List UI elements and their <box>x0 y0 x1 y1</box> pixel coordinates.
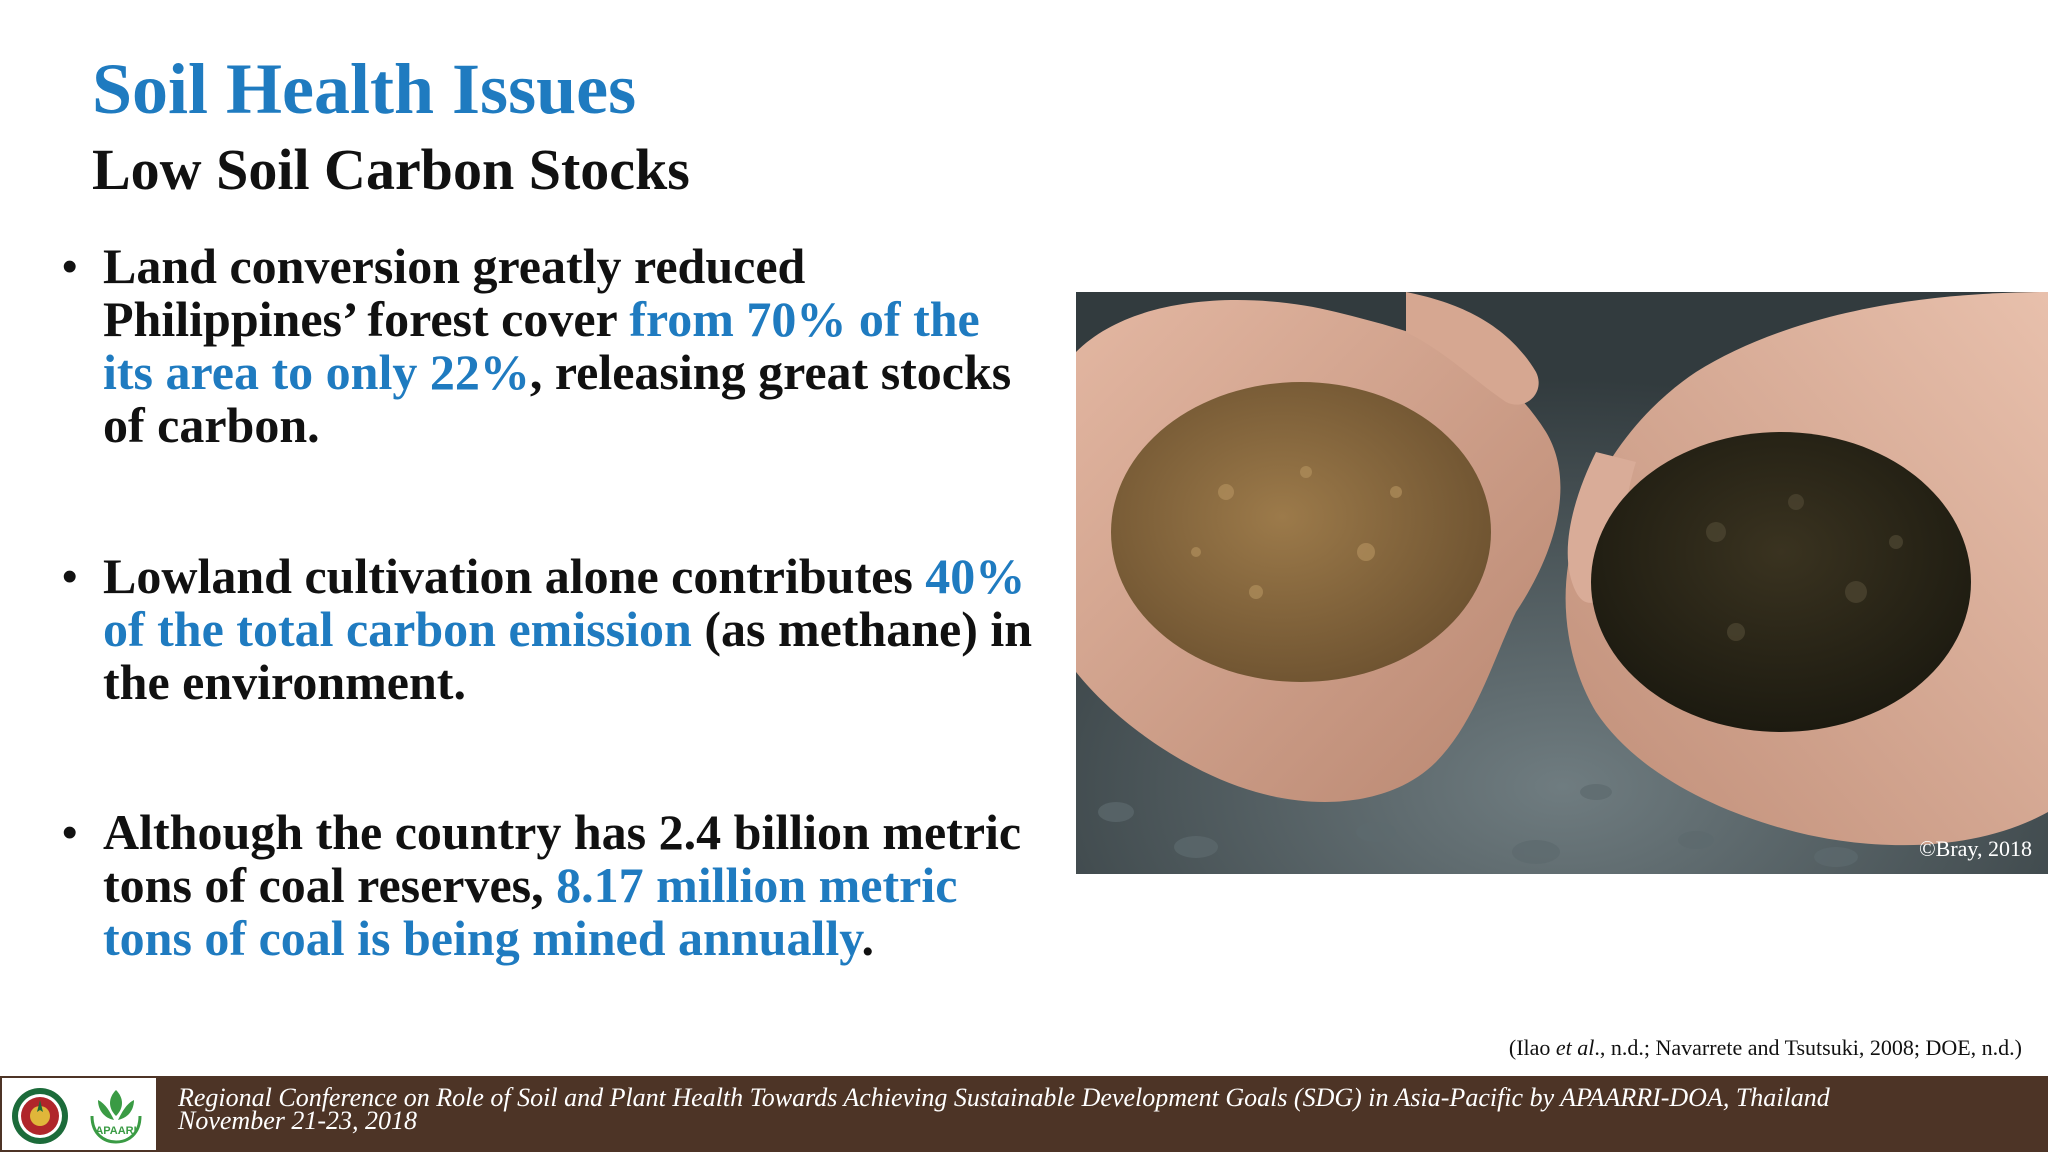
bullet-marker: • <box>62 552 78 601</box>
bullet-text: Lowland cultivation alone contributes <box>103 548 926 604</box>
footer-conference-text <box>178 1083 2038 1135</box>
bullet-text: Although the country has 2.4 billion metric tons of coal reserves, <box>103 804 1022 913</box>
photo-credit: ©Bray, 2018 <box>1918 836 2032 861</box>
citation-rest: ., n.d.; Navarrete and Tsutsuki, 2008; DOE, n.d.) <box>1594 1035 2022 1060</box>
footer-logos <box>0 1076 158 1152</box>
footer-conference-date: November 21-23, 2018 <box>178 1106 418 1135</box>
bullet-text: Land conversion greatly reduced Philippines’ forest cover <box>103 238 806 347</box>
bullet-text: (as methane) in the environment. <box>103 601 1033 710</box>
university-seal-icon <box>10 1086 70 1146</box>
footer-bar <box>0 1076 2048 1152</box>
bullet-lowland-cultivation <box>62 550 1042 709</box>
bullet-highlight: 40% of the total carbon emission <box>103 548 1026 657</box>
citation-et-al: et al <box>1555 1035 1595 1060</box>
bullet-marker: • <box>62 808 78 857</box>
bullet-coal-reserves <box>62 806 1042 965</box>
apaari-logo-text: APAARI <box>95 1125 137 1137</box>
footer-conference-title: Regional Conference on Role of Soil and Plant Health Towards Achieving Sustainable Development Goals (SDG) in Asia-Pacific by APAARRI-DOA, Thailand <box>178 1083 1830 1112</box>
bullet-text: , releasing great stocks of carbon. <box>103 344 1012 453</box>
citation-open: (Ilao <box>1508 1035 1556 1060</box>
bullet-marker: • <box>62 242 78 291</box>
soil-hands-photo <box>1076 292 2048 874</box>
bullet-highlight: from 70% of the its area to only 22% <box>103 291 980 400</box>
soil-hands-illustration <box>1076 292 2048 874</box>
citation <box>1509 1035 2022 1061</box>
bullet-highlight: 8.17 million metric tons of coal is being mined annually <box>103 857 958 966</box>
bullet-text: . <box>861 910 874 966</box>
apaari-logo-icon <box>84 1086 148 1146</box>
slide-subtitle: Low Soil Carbon Stocks <box>92 137 690 202</box>
bullet-forest-cover <box>62 240 1042 452</box>
slide-title: Soil Health Issues <box>92 49 637 129</box>
